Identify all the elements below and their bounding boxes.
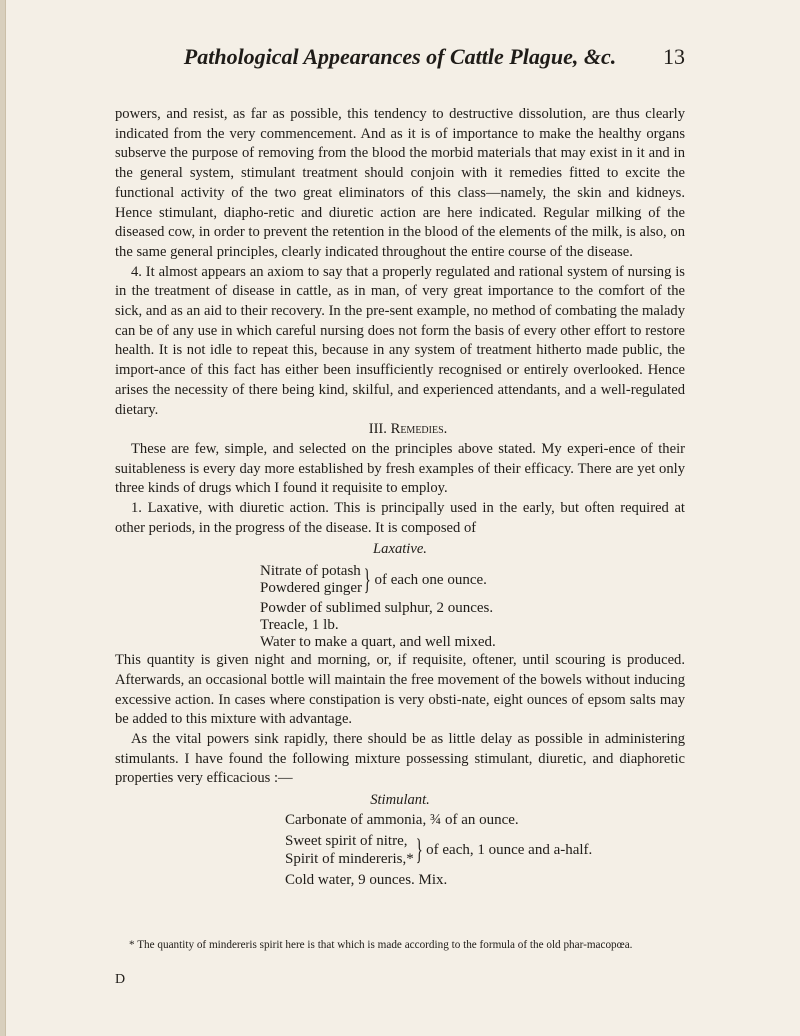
paragraph-6: As the vital powers sink rapidly, there should be as little delay as possible in administering stimulants. I have found the following mixture possessing stimulant, diuretic, and diaphoretic properties very efficacious :— — [115, 730, 685, 787]
laxative-item-2: Powdered ginger — [260, 580, 363, 597]
stimulant-line-4: Cold water, 9 ounces. Mix. — [285, 871, 448, 888]
paragraph-3: These are few, simple, and selected on the principles above stated. My experi-ence of their suitableness is every day more established by fresh examples of their efficacy. There are yet only three kinds of drugs which I found it requisite to employ. — [115, 440, 685, 497]
laxative-title: Laxative. — [373, 541, 427, 558]
stimulant-bracket-group — [285, 832, 685, 868]
laxative-line-5: Water to make a quart, and well mixed. — [260, 634, 496, 651]
laxative-line-4: Treacle, 1 lb. — [260, 617, 339, 634]
paragraph-4: 1. Laxative, with diuretic action. This is principally used in the early, but often required at other periods, in the progress of the disease. It is composed of — [115, 500, 685, 536]
page-header — [115, 44, 685, 80]
signature-mark: D — [115, 972, 126, 987]
laxative-bracket-group — [260, 563, 685, 597]
section-heading — [115, 420, 685, 440]
laxative-line-3: Powder of sublimed sulphur, 2 ounces. — [260, 600, 494, 617]
paragraph-2: 4. It almost appears an axiom to say that a properly regulated and rational system of nursing is in the treatment of disease in cattle, as in man, of very great importance to the comfort of the sick, and as an aid to their recovery. In the pre-sent example, no method of combating the malady can be of any use in which careful nursing does not form the basis of every other effort to restore health. It is not idle to repeat this, because in any system of treatment hitherto made public, the import-ance of this fact has either been insufficiently recognised or entirely overlooked. Hence arises the necessity of there being kind, skilful, and experienced attendants, and a well-regulated dietary. — [115, 263, 685, 418]
footnote — [115, 938, 685, 952]
brace-icon: } — [363, 563, 371, 597]
stimulant-line-1: Carbonate of ammonia, ¾ of an ounce. — [285, 811, 519, 828]
brace-icon: } — [415, 832, 423, 866]
laxative-bracket-text: of each one ounce. — [374, 571, 487, 588]
section-heading-text: III. Remedies. — [368, 421, 448, 438]
running-title: Pathological Appearances of Cattle Plague, &c. — [183, 44, 617, 69]
stimulant-item-1: Sweet spirit of nitre, — [285, 832, 408, 849]
laxative-recipe — [260, 563, 685, 651]
page-body — [115, 105, 685, 889]
laxative-item-1: Nitrate of potash — [260, 563, 361, 580]
page-number: 13 — [663, 44, 685, 69]
stimulant-recipe — [285, 811, 685, 889]
page-edge — [0, 0, 6, 1036]
stimulant-title: Stimulant. — [370, 792, 430, 809]
paragraph-5: This quantity is given night and morning, or, if requisite, oftener, until scouring is produced. Afterwards, an occasional bottle will maintain the free movement of the bowels without inducing excessive action. In cases where constipation is very obsti-nate, eight ounces of epsom salts may be added to this mixture with advantage. — [115, 652, 685, 728]
footnote-text: * The quantity of mindereris spirit here is that which is made according to the formula of the old phar-macopœa. — [129, 939, 633, 951]
stimulant-bracket-text: of each, 1 ounce and a-half. — [426, 841, 593, 858]
paragraph-1: powers, and resist, as far as possible, this tendency to destructive dissolution, are thus clearly indicated from the very commencement. And as it is of importance to make the healthy organs subserve the purpose of removing from the blood the morbid materials that may exist in it and in the general system, stimulant treatment should conjoin with it remedies fitted to excite the functional activity of the two great eliminators of this class—namely, the skin and kidneys. Hence stimulant, diapho-retic and diuretic action are here indicated. Regular milking of the diseased cow, in order to prevent the retention in the blood of the elements of the milk, is also, on the same general principles, clearly indicated throughout the entire course of the disease. — [115, 106, 685, 260]
stimulant-item-2: Spirit of mindereris,* — [285, 850, 414, 867]
